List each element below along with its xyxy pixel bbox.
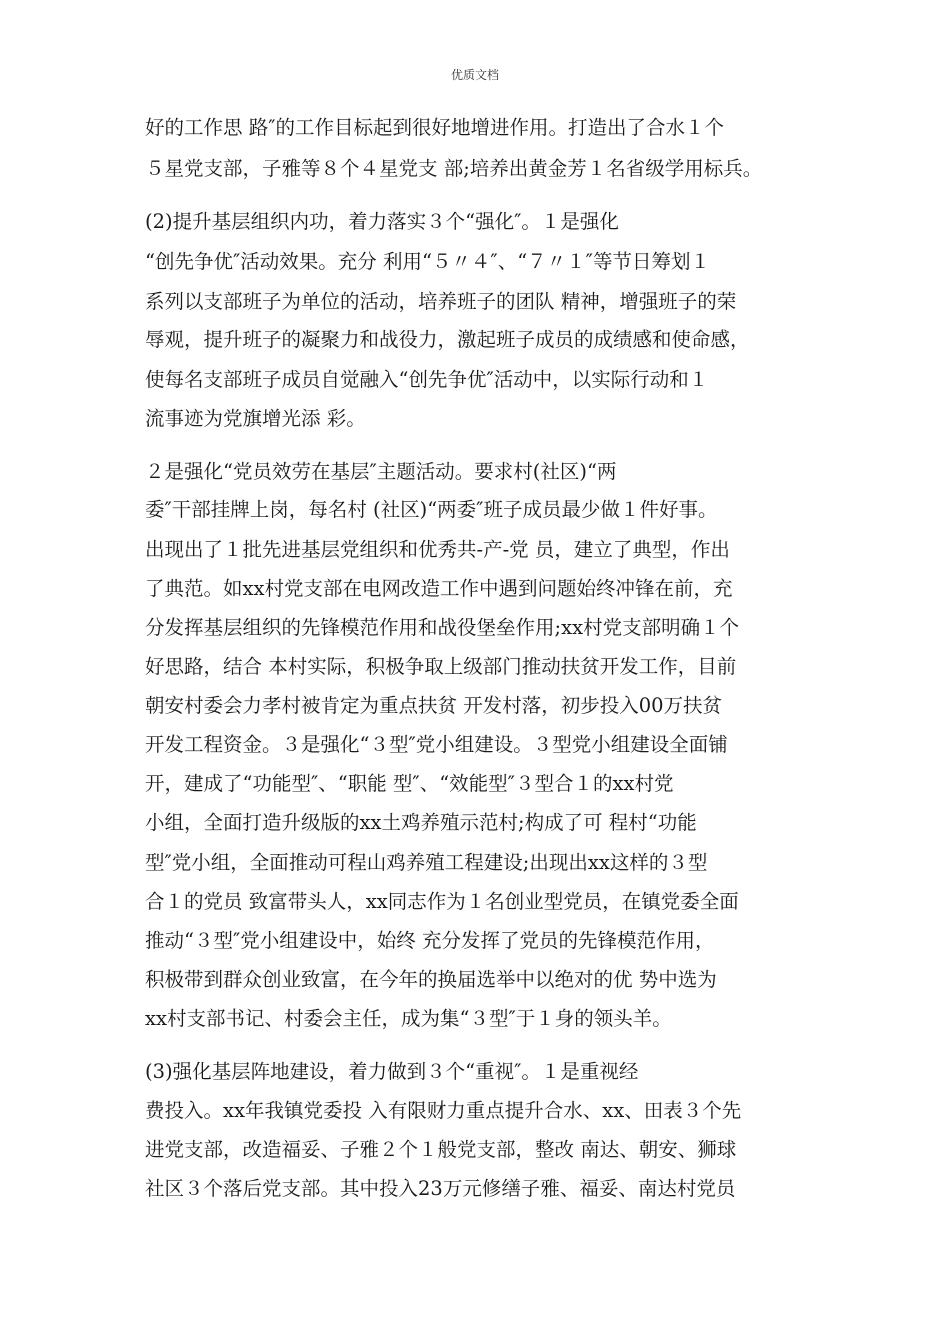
text-line: “创先争优″活动效果。充分 利用“５〃４″、“７〃１″等节日筹划１ xyxy=(145,250,710,273)
text-line: 积极带到群众创业致富，在今年的换届选举中以绝对的优 势中选为 xyxy=(145,968,717,991)
text-line: 开发工程资金。３是强化“３型″党小组建设。３型党小组建设全面铺 xyxy=(145,733,728,756)
text-line: 社区３个落后党支部。其中投入23万元修缮子雅、福妥、南达村党员 xyxy=(145,1177,736,1200)
text-line: 委″干部挂牌上岗，每名村 (社区)“两委″班子成员最少做１件好事。 xyxy=(145,498,718,521)
text-line: 好的工作思 路″的工作目标起到很好地增进作用。打造出了合水１个 xyxy=(145,116,724,139)
text-line: 辱观，提升班子的凝聚力和战役力，激起班子成员的成绩感和使命感， xyxy=(145,328,750,351)
text-line: 型″党小组，全面推动可程山鸡养殖工程建设;出现出xx这样的３型 xyxy=(145,851,708,874)
text-line: 朝安村委会力孝村被肯定为重点扶贫 开发村落，初步投入00万扶贫 xyxy=(145,694,723,717)
text-line: 使每名支部班子成员自觉融入“创先争优″活动中，以实际行动和１ xyxy=(145,368,709,391)
text-line: 流事迹为党旗增光添 彩。 xyxy=(145,407,366,430)
text-line: xx村支部书记、村委会主任，成为集“３型″于１身的领头羊。 xyxy=(145,1007,672,1030)
text-line: 进党支部，改造福妥、子雅２个１般党支部，整改 南达、朝安、狮球 xyxy=(145,1138,737,1161)
text-line: 推动“３型″党小组建设中，始终 充分发挥了党员的先锋模范作用， xyxy=(145,929,715,952)
text-line: 开，建成了“功能型″、“职能 型″、“效能型″３型合１的xx村党 xyxy=(145,772,674,795)
text-line: 出现出了１批先进基层党组织和优秀共-产-党 员，建立了典型，作出 xyxy=(145,538,730,561)
text-line: 了典范。如xx村党支部在电网改造工作中遇到问题始终冲锋在前，充 xyxy=(145,577,733,600)
text-line: (2)提升基层组织内功，着力落实３个“强化″。１是强化 xyxy=(145,210,619,233)
text-line: 系列以支部班子为单位的活动，培养班子的团队 精神，增强班子的荣 xyxy=(145,290,737,313)
text-line: (3)强化基层阵地建设，着力做到３个“重视″。１是重视经 xyxy=(145,1060,639,1083)
text-line: 小组，全面打造升级版的xx土鸡养殖示范村;构成了可 程村“功能 xyxy=(145,811,697,834)
text-line: 费投入。xx年我镇党委投 入有限财力重点提升合水、xx、田表３个先 xyxy=(145,1099,742,1122)
text-line: 合１的党员 致富带头人，xx同志作为１名创业型党员，在镇党委全面 xyxy=(145,890,739,913)
text-line: 分发挥基层组织的先锋模范作用和战役堡垒作用;xx村党支部明确１个 xyxy=(145,616,740,639)
text-line: ５星党支部，子雅等８个４星党支 部;培养出黄金芳１名省级学用标兵。 xyxy=(145,157,763,180)
text-line: ２是强化“党员效劳在基层″主题活动。要求村(社区)“两 xyxy=(145,460,617,483)
page-header: 优质文档 xyxy=(450,68,499,82)
text-line: 好思路，结合 本村实际，积极争取上级部门推动扶贫开发工作，目前 xyxy=(145,655,737,678)
